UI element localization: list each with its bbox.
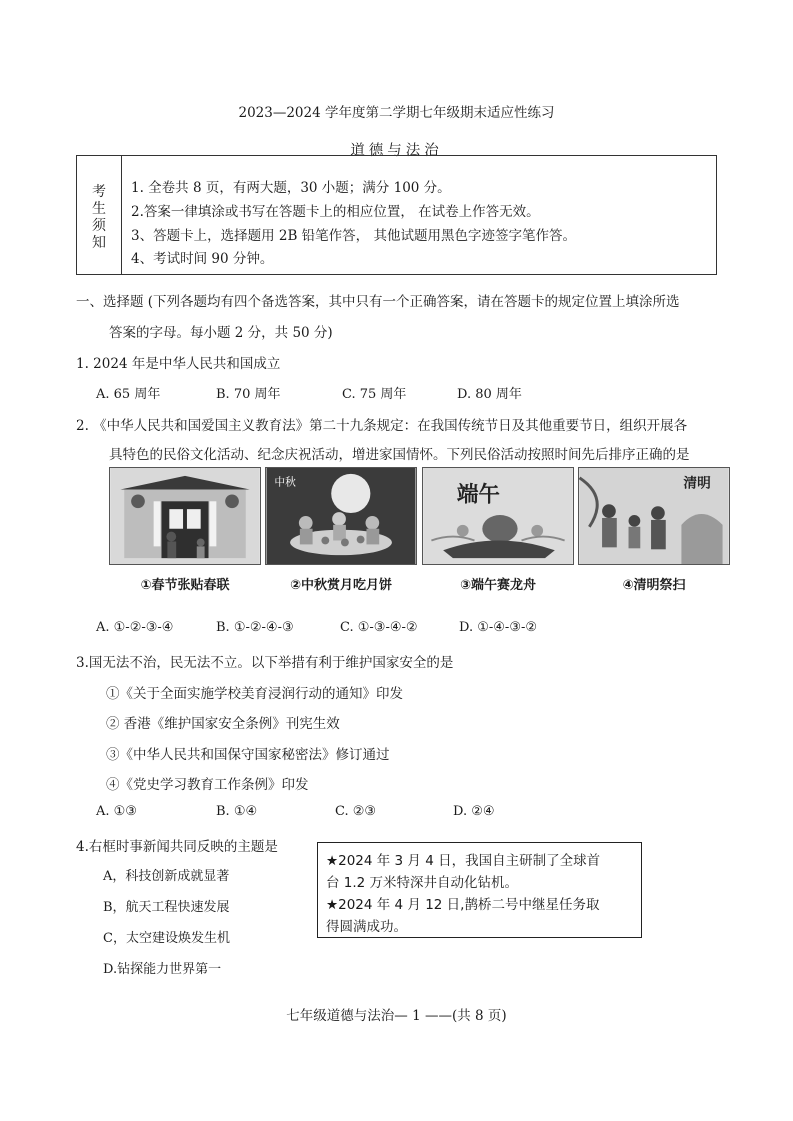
house-couplets-icon: [109, 467, 261, 565]
q2-pic2-sign: 中秋: [274, 475, 296, 489]
q2-option-c[interactable]: C. ①-③-④-②: [340, 620, 418, 635]
q4-news-line-4: 得圆满成功。: [326, 919, 407, 935]
q2-option-b[interactable]: B. ①-②-④-③: [216, 620, 294, 635]
q4-news-line-2: 台 1.2 万米特深井自动化钻机。: [326, 875, 519, 891]
subject-title: 道德与法治: [350, 143, 443, 159]
q3-item-4: ④《党史学习教育工作条例》印发: [106, 777, 309, 793]
q3-option-a[interactable]: A. ①③: [96, 804, 137, 819]
q3-item-1: ①《关于全面实施学校美育浸润行动的通知》印发: [106, 686, 403, 702]
q1-option-b[interactable]: B. 70 周年: [216, 387, 281, 402]
q3-option-c[interactable]: C. ②③: [335, 804, 377, 819]
notice-label-cell: [77, 156, 122, 274]
q4-stem: 4.右框时事新闻共同反映的主题是: [76, 839, 278, 855]
q1-option-c[interactable]: C. 75 周年: [342, 387, 407, 402]
q1-stem: 1. 2024 年是中华人民共和国成立: [76, 356, 281, 372]
q1-option-a[interactable]: A. 65 周年: [96, 387, 161, 402]
exam-title: 2023—2024 学年度第二学期七年级期末适应性练习: [238, 105, 555, 121]
q4-option-c[interactable]: C，太空建设焕发生机: [103, 931, 230, 946]
q2-stem-line2: 具特色的民俗文化活动、纪念庆祝活动，增进家国情怀。下列民俗活动按照时间先后排序正确的是: [109, 447, 690, 463]
q2-caption-2: ②中秋赏月吃月饼: [289, 578, 392, 593]
q3-stem: 3.国无法不治，民无法不立。以下举措有利于维护国家安全的是: [76, 655, 454, 671]
q3-item-2: ② 香港《维护国家安全条例》刊宪生效: [106, 716, 340, 732]
q4-news-box: [317, 842, 642, 938]
notice-box: [76, 155, 717, 275]
notice-item-1: 1. 全卷共 8 页，有两大题，30 小题；满分 100 分。: [131, 180, 451, 196]
q4-option-a[interactable]: A，科技创新成就显著: [103, 869, 230, 884]
q2-option-a[interactable]: A. ①-②-③-④: [96, 620, 174, 635]
q2-pic4-sign: 清明: [683, 475, 711, 492]
q1-option-d[interactable]: D. 80 周年: [457, 387, 522, 402]
notice-item-3: 3、答题卡上，选择题用 2B 铅笔作答， 其他试题用黑色字迹签字笔作答。: [131, 228, 576, 244]
section-heading-line1: 一、选择题 (下列各题均有四个备选答案，其中只有一个正确答案，请在答题卡的规定位置上填涂所选: [76, 294, 680, 310]
q2-stem-line1: 2. 《中华人民共和国爱国主义教育法》第二十九条规定：在我国传统节日及其他重要节日，组织开展各: [76, 418, 688, 434]
page-footer: 七年级道德与法治— 1 ——(共 8 页): [286, 1008, 507, 1024]
dragon-boat-icon: [422, 467, 574, 565]
q2-option-d[interactable]: D. ①-④-③-②: [459, 620, 538, 635]
q3-option-d[interactable]: D. ②④: [453, 804, 495, 819]
q4-option-b[interactable]: B，航天工程快速发展: [103, 900, 230, 915]
q2-caption-4: ④清明祭扫: [622, 578, 686, 593]
q4-option-d[interactable]: D.钻探能力世界第一: [103, 962, 222, 977]
section-heading-line2: 答案的字母。每小题 2 分，共 50 分): [109, 325, 333, 341]
notice-item-4: 4、考试时间 90 分钟。: [131, 251, 274, 267]
tomb-sweeping-icon: [578, 467, 730, 565]
q3-option-b[interactable]: B. ①④: [216, 804, 258, 819]
q2-picture-row: [109, 467, 728, 597]
q3-item-3: ③《中华人民共和国保守国家秘密法》修订通过: [106, 747, 390, 763]
family-moon-icon: [265, 467, 417, 565]
q2-caption-3: ③端午赛龙舟: [459, 578, 536, 593]
q2-pic3-sign: 端午: [456, 482, 500, 508]
q2-caption-1: ①春节张贴春联: [140, 578, 230, 593]
notice-label: 考生须知: [92, 184, 106, 251]
q4-news-line-3: ★2024 年 4 月 12 日,鹊桥二号中继星任务取: [326, 897, 600, 913]
q4-news-line-1: ★2024 年 3 月 4 日，我国自主研制了全球首: [326, 853, 601, 869]
notice-item-2: 2.答案一律填涂或书写在答题卡上的相应位置， 在试卷上作答无效。: [131, 204, 540, 220]
